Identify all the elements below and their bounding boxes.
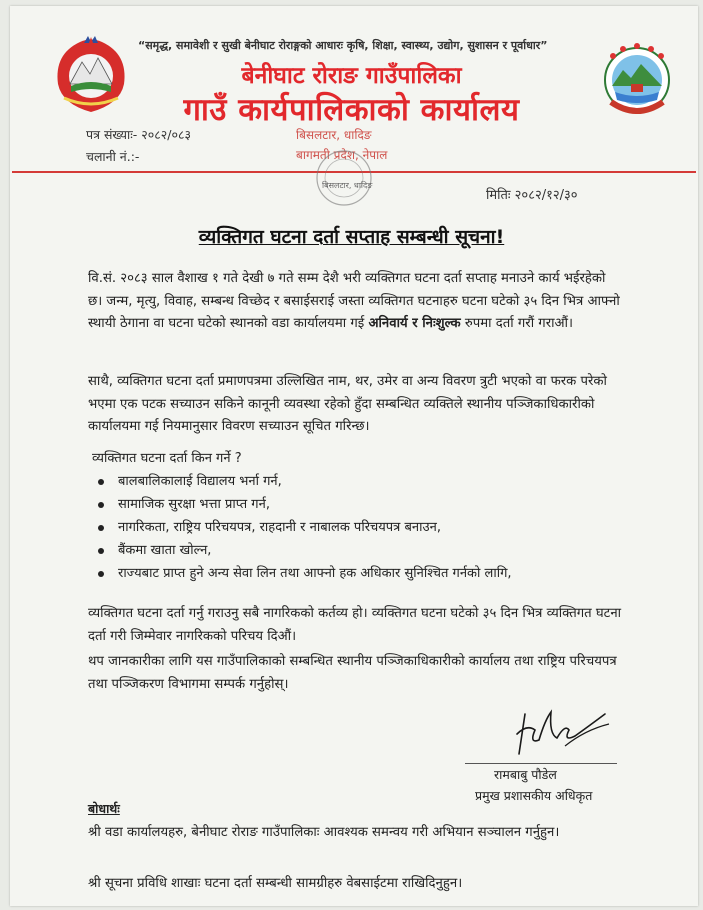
letter-date: मितिः २०८२/१२/३० <box>486 188 578 203</box>
reason-text: सामाजिक सुरक्षा भत्ता प्राप्त गर्न, <box>118 497 270 512</box>
cc-line-1: श्री वडा कार्यालयहरु, बेनीघाट रोराङ गाउँपालिकाः आवश्यक समन्वय गरी अभियान सञ्चालन गर्नुहुन। <box>88 825 560 840</box>
municipality-name: बेनीघाट रोराङ गाउँपालिका <box>241 63 462 89</box>
reason-text: नागरिकता, राष्ट्रिय परिचयपत्र, राहदानी र नाबालक परिचयपत्र बनाउन, <box>118 520 441 535</box>
cc-line-2: श्री सूचना प्रविधि शाखाः घटना दर्ता सम्बन्धी सामग्रीहरु वेबसाईटमा राखिदिनुहुन। <box>88 876 463 891</box>
bullet-icon <box>98 479 104 485</box>
paragraph-3: व्यक्तिगत घटना दर्ता गर्नु गराउनु सबै नागरिकको कर्तव्य हो। व्यक्तिगत घटना घटेको ३५ दिन भित्र व्यक्तिगत घटना दर्ता गरी जिम्मेवार नागरिकको परिचय दिऔं। <box>88 606 622 644</box>
list-item <box>90 562 630 585</box>
bullet-icon <box>98 525 104 531</box>
office-seal-icon <box>306 148 382 210</box>
motto-text: “समृद्ध, समावेशी र सुखी बेनीघाट रोराङ्गको आधारः कृषि, शिक्षा, स्वास्थ्य, उद्योग, सुशासन र पूर्वाधार” <box>138 39 548 52</box>
reason-text: राज्यबाट प्राप्त हुने अन्य सेवा लिन तथा आफ्नो हक अधिकार सुनिश्चित गर्नको लागि, <box>118 566 512 581</box>
signatory-name: रामबाबु पौडेल <box>494 767 557 782</box>
dispatch-number: चलानी नं.:- <box>86 149 140 164</box>
letter-number: पत्र संख्याः- २०८२/०८३ <box>86 127 191 142</box>
bullet-icon <box>98 571 104 577</box>
list-item <box>90 516 630 539</box>
reason-text: बालबालिकालाई विद्यालय भर्ना गर्न, <box>118 474 282 489</box>
signature-icon <box>505 700 615 762</box>
paragraph-1 <box>88 268 623 336</box>
list-item <box>90 470 630 493</box>
signatory-role: प्रमुख प्रशासकीय अधिकृत <box>475 788 593 803</box>
why-heading: व्यक्तिगत घटना दर्ता किन गर्ने ? <box>92 451 242 466</box>
notice-title: व्यक्तिगत घटना दर्ता सप्ताह सम्बन्धी सूचना! <box>198 226 505 248</box>
reason-text: बैंकमा खाता खोल्न, <box>118 543 212 558</box>
paragraph-4: थप जानकारीका लागि यस गाउँपालिकाको सम्बन्धित स्थानीय पञ्जिकाधिकारीको कार्यालय तथा राष्ट्रिय परिचयपत्र तथा पञ्जिकरण विभागमा सम्पर्क गर्नुहोस्। <box>88 654 617 692</box>
bullet-icon <box>98 502 104 508</box>
paragraph-1-end: रुपमा दर्ता गरौं गराऔं। <box>464 316 574 331</box>
office-name: गाउँ कार्यपालिकाको कार्यालय <box>183 92 520 128</box>
list-item <box>90 539 630 562</box>
signature-line <box>465 763 617 764</box>
reasons-list <box>90 470 630 585</box>
list-item <box>90 493 630 516</box>
bullet-icon <box>98 548 104 554</box>
office-seal-text: बिसलटार, धादिङ <box>322 181 373 190</box>
paragraph-1-bold: अनिवार्य र निःशुल्क <box>368 316 461 331</box>
stamp-line-2: बागमती प्रदेश, नेपाल <box>296 148 388 162</box>
paragraph-2: साथै, व्यक्तिगत घटना दर्ता प्रमाणपत्रमा उल्लिखित नाम, थर, उमेर वा अन्य विवरण त्रुटी भएको वा फरक परेको भएमा एक पटक सच्याउन सकिने कानूनी व्यवस्था रहेको हुँदा सम्बन्धित व्यक्तिले स्थानीय पञ्जिकाधिकारीको कार्यालयमा गई नियमानुसार विवरण सच्याउन सूचित गरिन्छ। <box>88 374 607 434</box>
stamp-line-1: बिसलटार, धादिङ <box>296 128 372 142</box>
paragraph-1-text: वि.सं. २०८३ साल वैशाख १ गते देखी ७ गते सम्म देशै भरी व्यक्तिगत घटना दर्ता सप्ताह मनाउने कार्य भईरहेको छ। जन्म, मृत्यु, विवाह, सम्बन्ध विच्छेद र बसाईसराई जस्ता व्यक्तिगत घटनाहरु घटना घटेको ३५ दिन भित्र आफ्नो स्थायी ठेगाना वा घटना घटेको स्थानको वडा कार्यालयमा गई <box>88 271 620 331</box>
cc-heading: बोधार्थः <box>88 801 120 816</box>
